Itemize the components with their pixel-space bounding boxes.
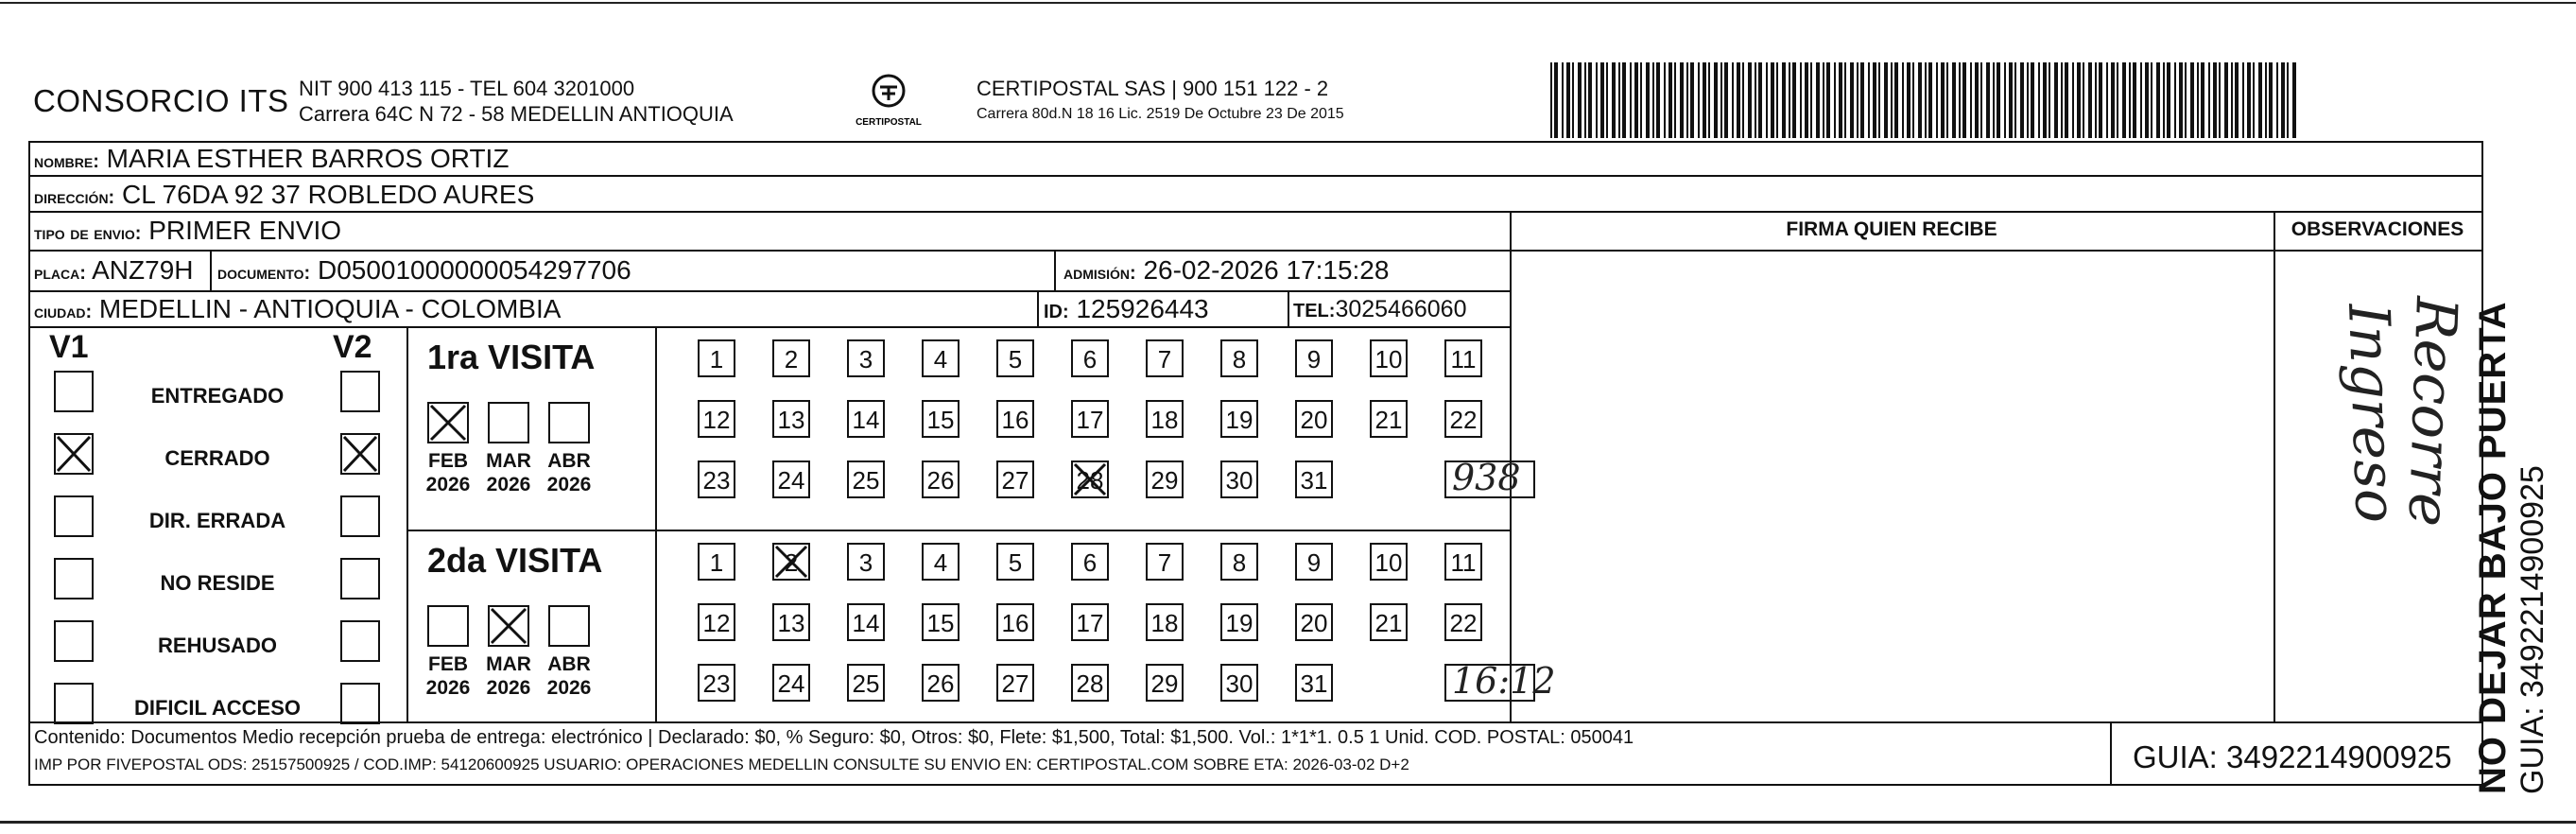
- day-box[interactable]: 31: [1295, 460, 1333, 498]
- tel-value: 3025466060: [1335, 296, 1467, 322]
- observaciones-handwriting-1: Ingreso: [2335, 303, 2410, 525]
- day-box[interactable]: 20: [1295, 400, 1333, 438]
- guia-number: GUIA: 3492214900925: [2133, 739, 2452, 774]
- month-year: 2026: [486, 677, 531, 699]
- status-label: REHUSADO: [158, 634, 277, 657]
- status-label: ENTREGADO: [150, 384, 285, 408]
- month-name: FEB: [428, 653, 468, 675]
- day-box[interactable]: 4: [922, 543, 960, 581]
- admision-divider: [1054, 250, 1056, 290]
- status-v1-checkbox[interactable]: [54, 683, 94, 724]
- observaciones-left-rule: [2273, 213, 2275, 721]
- day-box[interactable]: 26: [922, 460, 960, 498]
- documento-label: documento:: [217, 263, 311, 284]
- month-year: 2026: [425, 474, 471, 495]
- ciudad-value: MEDELLIN - ANTIOQUIA - COLOMBIA: [98, 294, 562, 323]
- day-box[interactable]: 6: [1071, 339, 1109, 377]
- month-year: 2026: [546, 474, 592, 495]
- certipostal-logo: [846, 68, 931, 134]
- day-box[interactable]: 30: [1220, 664, 1258, 702]
- day-box[interactable]: 27: [996, 460, 1034, 498]
- barcode: [1550, 62, 2297, 138]
- side-notice: [2472, 301, 2551, 794]
- month-label: [541, 652, 597, 700]
- day-box[interactable]: 28: [1071, 664, 1109, 702]
- documento-value: D05001000000054297706: [317, 255, 631, 285]
- day-check-mark: [1071, 460, 1109, 498]
- day-box[interactable]: 23: [698, 460, 735, 498]
- month-label: [420, 652, 476, 700]
- admision-value: 26-02-2026 17:15:28: [1143, 255, 1390, 285]
- status-v1-checkbox[interactable]: [54, 495, 94, 537]
- month-year: 2026: [546, 677, 592, 699]
- carrier-license-line: Carrera 80d.N 18 16 Lic. 2519 De Octubre 23 De 2015: [977, 106, 1344, 122]
- carrier-info: [977, 76, 1344, 127]
- day-box[interactable]: 19: [1220, 603, 1258, 641]
- signature-area[interactable]: [1513, 252, 2272, 720]
- day-box[interactable]: 3: [847, 543, 885, 581]
- logo-icon: [846, 68, 931, 134]
- month-name: MAR: [486, 653, 531, 675]
- day-box[interactable]: 19: [1220, 400, 1258, 438]
- documento-field: [217, 252, 631, 292]
- month-label: [420, 449, 476, 496]
- direccion-label: dirección:: [34, 187, 115, 208]
- id-field: [1044, 292, 1209, 329]
- day-box[interactable]: 16: [996, 603, 1034, 641]
- day-box[interactable]: 8: [1220, 339, 1258, 377]
- day-box[interactable]: 14: [847, 603, 885, 641]
- status-v1-checkbox[interactable]: [54, 371, 94, 412]
- day-box[interactable]: 21: [1370, 603, 1408, 641]
- month-check-mark: [488, 605, 529, 647]
- day-box[interactable]: 10: [1370, 339, 1408, 377]
- day-box[interactable]: 15: [922, 400, 960, 438]
- day-box[interactable]: 22: [1444, 603, 1482, 641]
- day-box[interactable]: 9: [1295, 339, 1333, 377]
- company-name: CONSORCIO ITS: [33, 83, 289, 118]
- day-box[interactable]: 5: [996, 339, 1034, 377]
- month-label: [541, 449, 597, 496]
- placa-value: ANZ79H: [92, 255, 194, 285]
- v2-header: V2: [333, 329, 372, 365]
- day-box[interactable]: 6: [1071, 543, 1109, 581]
- carrier-line: CERTIPOSTAL SAS | 900 151 122 - 2: [977, 77, 1329, 100]
- months-right-rule: [655, 326, 657, 721]
- day-box[interactable]: 12: [698, 603, 735, 641]
- day-box[interactable]: 11: [1444, 339, 1482, 377]
- visit-time-handwritten: 938: [1452, 457, 1521, 498]
- day-box[interactable]: 9: [1295, 543, 1333, 581]
- firma-header: FIRMA QUIEN RECIBE: [1786, 218, 1997, 240]
- day-box[interactable]: 29: [1146, 664, 1184, 702]
- day-box[interactable]: 20: [1295, 603, 1333, 641]
- day-box[interactable]: 25: [847, 664, 885, 702]
- ciudad-label: ciudad:: [34, 302, 93, 322]
- status-label: CERRADO: [164, 446, 270, 470]
- status-v2-checkbox[interactable]: [340, 495, 380, 537]
- spacer-rule: [2481, 177, 2483, 213]
- status-v1-checkbox[interactable]: [54, 558, 94, 599]
- v1-header: V1: [49, 329, 89, 365]
- nombre-label: nombre:: [34, 151, 99, 172]
- tipo-value: PRIMER ENVIO: [148, 216, 342, 245]
- visit-time-handwritten: 16:12: [1452, 660, 1556, 702]
- day-box[interactable]: 24: [772, 664, 810, 702]
- month-checkbox[interactable]: [488, 402, 529, 443]
- day-box[interactable]: 18: [1146, 400, 1184, 438]
- month-label: [480, 449, 537, 496]
- month-checkbox[interactable]: [548, 402, 590, 443]
- no-dejar-bajo-puerta: NO DEJAR BAJO PUERTA: [2472, 301, 2514, 794]
- day-box[interactable]: 2: [772, 543, 810, 581]
- admision-label: admisión:: [1063, 263, 1136, 284]
- day-box[interactable]: 14: [847, 400, 885, 438]
- day-box[interactable]: 13: [772, 400, 810, 438]
- day-box[interactable]: 21: [1370, 400, 1408, 438]
- day-box[interactable]: 4: [922, 339, 960, 377]
- observaciones-header: OBSERVACIONES: [2291, 218, 2464, 240]
- day-box[interactable]: 12: [698, 400, 735, 438]
- month-label: [480, 652, 537, 700]
- placa-field: [34, 252, 194, 292]
- visits-divider-rule: [406, 530, 1510, 531]
- day-box[interactable]: 24: [772, 460, 810, 498]
- day-box[interactable]: 10: [1370, 543, 1408, 581]
- day-box[interactable]: 31: [1295, 664, 1333, 702]
- observaciones-handwriting-2: Recorre: [2394, 295, 2469, 529]
- month-year: 2026: [486, 474, 531, 495]
- status-label: DIFICIL ACCESO: [133, 696, 301, 720]
- id-label: ID:: [1044, 302, 1069, 322]
- month-year: 2026: [425, 677, 471, 699]
- footer-line-1: Contenido: Documentos Medio recepción prueba de entrega: electrónico | Declarado: $0, % Seguro: $0, Otros: $0, Flete: $1,500, Total: $1,500. Vol.: 1*1*1. 0.5 1 Unid. COD. POSTAL: 050041: [34, 727, 1634, 748]
- placa-label: placa:: [34, 263, 86, 284]
- day-box[interactable]: 7: [1146, 339, 1184, 377]
- visit-title: 1ra VISITA: [427, 338, 596, 376]
- tel-label: TEL:: [1293, 301, 1336, 321]
- status-label: NO RESIDE: [160, 571, 275, 595]
- logo-text: CERTIPOSTAL: [856, 117, 922, 128]
- day-box[interactable]: 22: [1444, 400, 1482, 438]
- nombre-row: [28, 141, 2483, 177]
- bottom-rule: [0, 821, 2576, 824]
- status-v1-check-mark: [54, 433, 94, 475]
- status-v2-checkbox[interactable]: [340, 558, 380, 599]
- tel-field: [1293, 292, 1466, 328]
- day-check-mark: [772, 543, 810, 581]
- status-v1-checkbox[interactable]: [54, 620, 94, 662]
- company-info: [299, 76, 734, 127]
- status-v2-checkbox[interactable]: [340, 371, 380, 412]
- day-box[interactable]: 29: [1146, 460, 1184, 498]
- side-guia-number: GUIA: 3492214900925: [2515, 465, 2550, 794]
- id-value: 125926443: [1076, 294, 1209, 323]
- day-box[interactable]: 23: [698, 664, 735, 702]
- day-box[interactable]: 1: [698, 543, 735, 581]
- day-box[interactable]: 15: [922, 603, 960, 641]
- guia-divider: [2110, 721, 2112, 786]
- day-box[interactable]: 17: [1071, 400, 1109, 438]
- day-box[interactable]: 8: [1220, 543, 1258, 581]
- day-box[interactable]: 5: [996, 543, 1034, 581]
- direccion-value: CL 76DA 92 37 ROBLEDO AURES: [122, 180, 535, 209]
- day-box[interactable]: 17: [1071, 603, 1109, 641]
- status-v2-check-mark: [340, 433, 380, 475]
- day-box[interactable]: 1: [698, 339, 735, 377]
- month-checkbox[interactable]: [427, 605, 469, 647]
- month-name: ABR: [547, 653, 591, 675]
- day-box[interactable]: 2: [772, 339, 810, 377]
- day-box[interactable]: 7: [1146, 543, 1184, 581]
- status-v2-checkbox[interactable]: [340, 620, 380, 662]
- nombre-value: MARIA ESTHER BARROS ORTIZ: [106, 144, 510, 173]
- nit-line: NIT 900 413 115 - TEL 604 3201000: [299, 77, 635, 100]
- footer-top-rule: [28, 721, 2483, 723]
- month-check-mark: [427, 402, 469, 443]
- top-rule: [0, 2, 2576, 4]
- month-checkbox[interactable]: [548, 605, 590, 647]
- month-name: ABR: [547, 450, 591, 472]
- footer-line-2: IMP POR FIVEPOSTAL ODS: 25157500925 / COD.IMP: 54120600925 USUARIO: OPERACIONES MEDELLIN CONSULTE SU ENVIO EN: CERTIPOSTAL.COM SOBRE ETA: 2026-03-02 D+2: [34, 756, 1409, 773]
- month-name: FEB: [428, 450, 468, 472]
- month-name: MAR: [486, 450, 531, 472]
- day-box[interactable]: 30: [1220, 460, 1258, 498]
- day-box[interactable]: 11: [1444, 543, 1482, 581]
- id-divider: [1037, 290, 1039, 326]
- placa-divider: [210, 250, 212, 290]
- day-box[interactable]: 18: [1146, 603, 1184, 641]
- status-v2-checkbox[interactable]: [340, 683, 380, 724]
- visit-title: 2da VISITA: [427, 541, 603, 580]
- day-box[interactable]: 28: [1071, 460, 1109, 498]
- day-box[interactable]: 27: [996, 664, 1034, 702]
- tipo-label: tipo de envio:: [34, 223, 142, 244]
- day-box[interactable]: 26: [922, 664, 960, 702]
- day-box[interactable]: 25: [847, 460, 885, 498]
- direccion-row: [28, 177, 2483, 213]
- admision-field: [1063, 252, 1389, 292]
- address-line: Carrera 64C N 72 - 58 MEDELLIN ANTIOQUIA: [299, 102, 734, 126]
- day-box[interactable]: 13: [772, 603, 810, 641]
- ciudad-field: [34, 292, 561, 329]
- tel-divider: [1288, 290, 1289, 326]
- status-label: DIR. ERRADA: [148, 509, 286, 532]
- day-box[interactable]: 16: [996, 400, 1034, 438]
- status-right-rule: [406, 326, 408, 721]
- day-box[interactable]: 3: [847, 339, 885, 377]
